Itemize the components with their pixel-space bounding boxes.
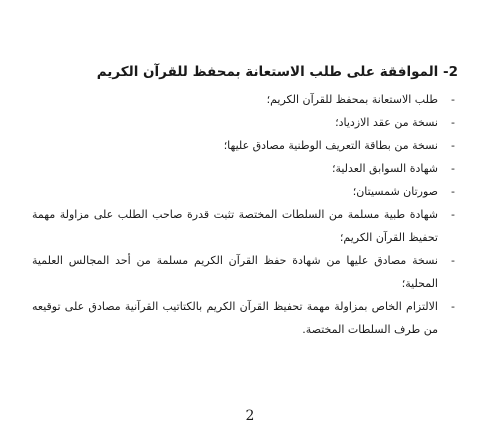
bullet-dash: - — [451, 254, 455, 267]
list-item-text: شهادة السوابق العدلية؛ — [331, 162, 438, 175]
bullet-dash: - — [451, 162, 455, 175]
list-item-text: شهادة طبية مسلمة من السلطات المختصة تثبت قدرة صاحب الطلب على مزاولة مهمة تحفيظ القرآن الكريم؛ — [32, 208, 438, 244]
list-item — [32, 295, 458, 341]
section-heading: 2- الموافقة على طلب الاستعانة بمحفظ للقرآن الكريم — [96, 64, 458, 80]
list-item — [32, 88, 458, 111]
bullet-dash: - — [451, 93, 455, 106]
list-item — [32, 134, 458, 157]
list-item — [32, 249, 458, 295]
page-number: 2 — [245, 408, 255, 424]
list-item — [32, 157, 458, 180]
list-item-text: طلب الاستعانة بمحفظ للقرآن الكريم؛ — [266, 93, 438, 106]
list-item — [32, 203, 458, 249]
bullet-dash: - — [451, 300, 455, 313]
list-item-text: الالتزام الخاص بمزاولة مهمة تحفيظ القرآن الكريم بالكتاتيب القرآنية مصادق على توقيعه من طرف السلطات المختصة. — [32, 300, 438, 336]
bullet-dash: - — [451, 185, 455, 198]
list-item-text: صورتان شمسيتان؛ — [352, 185, 438, 198]
bullet-dash: - — [451, 116, 455, 129]
bullet-dash: - — [451, 208, 455, 221]
requirements-list — [32, 88, 458, 341]
list-item-text: نسخة مصادق عليها من شهادة حفظ القرآن الكريم مسلمة من أحد المجالس العلمية المحلية؛ — [32, 254, 438, 290]
list-item-text: نسخة من بطاقة التعريف الوطنية مصادق عليها؛ — [223, 139, 438, 152]
list-item — [32, 180, 458, 203]
list-item-text: نسخة من عقد الازدياد؛ — [335, 116, 438, 129]
bullet-dash: - — [451, 139, 455, 152]
list-item — [32, 111, 458, 134]
